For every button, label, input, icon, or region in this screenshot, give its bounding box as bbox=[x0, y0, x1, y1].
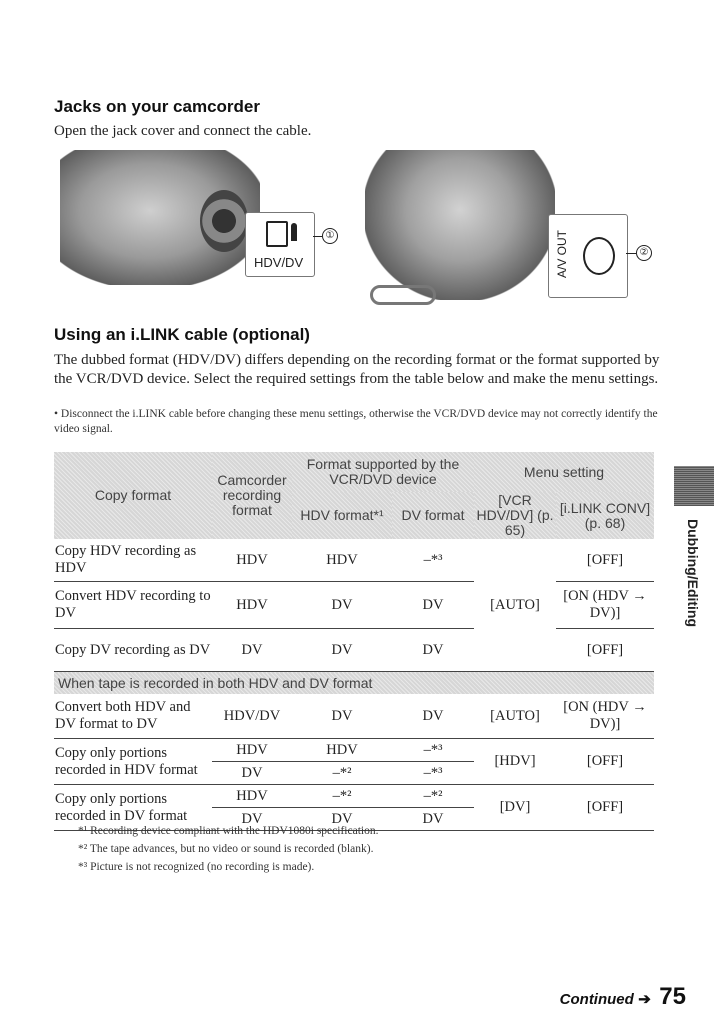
cell-rec: DV bbox=[212, 808, 292, 831]
cell-hdv: –*² bbox=[292, 762, 392, 785]
cell-rec: DV bbox=[212, 762, 292, 785]
table-row bbox=[54, 582, 654, 629]
footnote-2: *² The tape advances, but no video or sound is recorded (blank). bbox=[78, 843, 374, 855]
continued-arrow-icon: ➔ bbox=[638, 991, 651, 1008]
dubbing-settings-table bbox=[54, 452, 654, 831]
cell-copy: Copy only portions recorded in HDV format bbox=[54, 739, 212, 785]
marker-1: ① bbox=[322, 228, 338, 244]
cell-dv: DV bbox=[422, 596, 444, 613]
callout-line-1 bbox=[313, 236, 322, 237]
cell-hdv: DV bbox=[292, 808, 392, 831]
header-menu-setting: Menu setting bbox=[474, 452, 654, 492]
header-dv-format: DV format bbox=[392, 492, 474, 539]
section-heading-jacks: Jacks on your camcorder bbox=[54, 97, 260, 116]
cell-dv: DV bbox=[392, 808, 474, 831]
cell-dv: DV bbox=[422, 707, 444, 724]
cell-hdv: DV bbox=[331, 641, 353, 658]
section-heading-ilink: Using an i.LINK cable (optional) bbox=[54, 325, 310, 344]
chapter-side-label bbox=[678, 520, 708, 640]
table-row bbox=[54, 739, 654, 762]
header-vcr-hdv-dv: [VCR HDV/DV] (p. 65) bbox=[474, 492, 556, 539]
cell-rec: DV bbox=[241, 641, 263, 658]
header-copy-format: Copy format bbox=[54, 452, 212, 539]
lens-left bbox=[200, 190, 248, 252]
av-out-label: A/V OUT bbox=[555, 230, 569, 279]
table-row bbox=[54, 694, 654, 739]
cell-vcr-auto: [AUTO] bbox=[474, 539, 556, 672]
cell-copy: Convert HDV recording to DV bbox=[55, 588, 211, 621]
footnote-1: *¹ Recording device compliant with the HDV1080i specification. bbox=[78, 825, 379, 837]
header-hdv-format: HDV format*¹ bbox=[292, 492, 392, 539]
cell-copy: Copy HDV recording as HDV bbox=[55, 543, 197, 576]
cell-rec: HDV bbox=[236, 596, 268, 613]
av-out-jack-callout bbox=[548, 214, 628, 298]
av-out-jack-icon bbox=[583, 237, 615, 275]
cell-vcr: [DV] bbox=[474, 785, 556, 831]
cell-rec: HDV bbox=[212, 739, 292, 762]
camcorder-right-image bbox=[365, 150, 555, 300]
table-row bbox=[54, 629, 654, 672]
ilink-instruction: The dubbed format (HDV/DV) differs depending on the recording format or the format supported by the VCR/DVD device. Select the required settings from the table below and make the menu settings. bbox=[54, 352, 660, 387]
header-camcorder-recording-format: Camcorder recording format bbox=[212, 452, 292, 539]
page-number: 75 bbox=[659, 983, 686, 1010]
cell-ilink: [OFF] bbox=[586, 551, 624, 568]
jacks-instruction: Open the jack cover and connect the cable. bbox=[54, 123, 312, 139]
cell-dv: –*² bbox=[392, 785, 474, 808]
cell-ilink: [ON (HDV → DV)] bbox=[563, 588, 647, 621]
header-format-supported: Format supported by the VCR/DVD device bbox=[292, 452, 474, 492]
cell-ilink: [OFF] bbox=[556, 785, 654, 831]
cell-copy: Convert both HDV and DV format to DV bbox=[55, 699, 191, 732]
chapter-tab-marker bbox=[674, 466, 714, 506]
cell-dv: DV bbox=[422, 641, 444, 658]
cell-hdv: HDV bbox=[326, 551, 358, 568]
cell-vcr: [AUTO] bbox=[490, 707, 540, 724]
chapter-side-label-text: Dubbing/Editing bbox=[685, 518, 701, 628]
cell-hdv: HDV bbox=[292, 739, 392, 762]
cell-dv: –*³ bbox=[392, 739, 474, 762]
continued-label: Continued bbox=[559, 991, 634, 1008]
ilink-note: • Disconnect the i.LINK cable before changing these menu settings, otherwise the VCR/DVD device may not correctly identify the video signal. bbox=[54, 408, 658, 435]
cell-dv: –*³ bbox=[423, 551, 443, 568]
cell-copy: Copy DV recording as DV bbox=[55, 641, 211, 658]
footnote-3: *³ Picture is not recognized (no recording is made). bbox=[78, 861, 315, 873]
hdv-dv-label: HDV/DV bbox=[254, 255, 304, 270]
cell-rec: HDV bbox=[212, 785, 292, 808]
cell-copy: Copy only portions recorded in DV format bbox=[54, 785, 212, 831]
cell-ilink: [OFF] bbox=[556, 739, 654, 785]
callout-line-2 bbox=[626, 253, 636, 254]
ilink-symbol-icon bbox=[291, 223, 297, 241]
table-band-mixed-format: When tape is recorded in both HDV and DV format bbox=[54, 672, 654, 695]
cell-dv: –*³ bbox=[392, 762, 474, 785]
ilink-jack-icon bbox=[266, 221, 288, 247]
cell-hdv: DV bbox=[331, 707, 353, 724]
marker-2: ② bbox=[636, 245, 652, 261]
table-row bbox=[54, 539, 654, 582]
table-row bbox=[54, 785, 654, 808]
cell-ilink: [ON (HDV → DV)] bbox=[563, 699, 647, 732]
cell-rec: HDV bbox=[236, 551, 268, 568]
cell-hdv: –*² bbox=[292, 785, 392, 808]
cell-rec: HDV/DV bbox=[223, 707, 281, 724]
page-footer bbox=[560, 983, 686, 1011]
cable-image bbox=[370, 285, 436, 305]
cell-ilink: [OFF] bbox=[586, 641, 624, 658]
cell-hdv: DV bbox=[331, 596, 353, 613]
header-ilink-conv: [i.LINK CONV] (p. 68) bbox=[556, 492, 654, 539]
hdv-dv-jack-callout bbox=[245, 212, 315, 277]
cell-vcr: [HDV] bbox=[474, 739, 556, 785]
